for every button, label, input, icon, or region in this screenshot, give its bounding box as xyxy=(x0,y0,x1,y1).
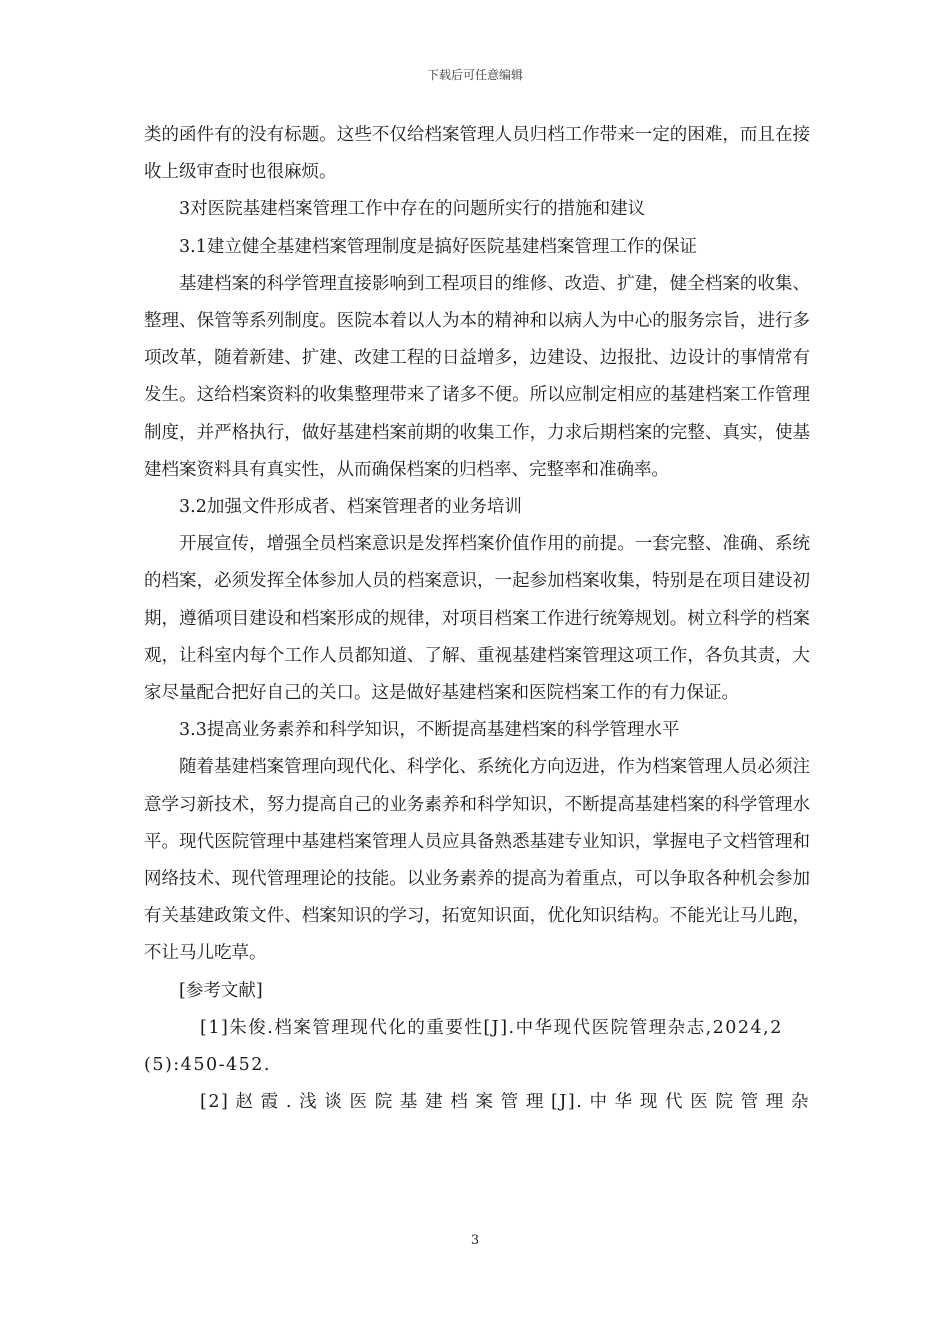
subsection-heading-3-3: 3.3提高业务素养和科学知识，不断提高基建档案的科学管理水平 xyxy=(179,720,680,741)
document-body xyxy=(144,117,810,1121)
page-header: 下载后可任意编辑 xyxy=(426,68,523,82)
section-heading-3: 3对医院基建档案管理工作中存在的问题所实行的措施和建议 xyxy=(179,199,646,220)
references-heading: [参考文献] xyxy=(179,980,263,1001)
paragraph-continued: 类的函件有的没有标题。这些不仅给档案管理人员归档工作带来一定的困难，而且在接收上级审查时也很麻烦。 xyxy=(144,125,810,183)
reference-item-2: [2]赵霞.浅谈医院基建档案管理[J].中华现代医院管理杂 xyxy=(200,1092,810,1113)
subsection-heading-3-2: 3.2加强文件形成者、档案管理者的业务培训 xyxy=(179,497,522,518)
reference-item-1: [1]朱俊.档案管理现代化的重要性[J].中华现代医院管理杂志,2024,2(5):450-452. xyxy=(144,1017,783,1076)
page-number: 3 xyxy=(470,1233,480,1248)
paragraph-3-1-body: 基建档案的科学管理直接影响到工程项目的维修、改造、扩建，健全档案的收集、整理、保管等系列制度。医院本着以人为本的精神和以病人为中心的服务宗旨，进行多项改革，随着新建、扩建、改建工程的日益增多，边建设、边报批、边设计的事情常有发生。这给档案资料的收集整理带来了诸多不便。所以应制定相应的基建档案工作管理制度，并严格执行，做好基建档案前期的收集工作，力求后期档案的完整、真实，使基建档案资料具有真实性，从而确保档案的归档率、完整率和准确率。 xyxy=(144,273,810,480)
paragraph-3-3-body: 随着基建档案管理向现代化、科学化、系统化方向迈进，作为档案管理人员必须注意学习新技术，努力提高自己的业务素养和科学知识，不断提高基建档案的科学管理水平。现代医院管理中基建档案管理人员应具备熟悉基建专业知识，掌握电子文档管理和网络技术、现代管理理论的技能。以业务素养的提高为着重点，可以争取各种机会参加有关基建政策文件、档案知识的学习，拓宽知识面，优化知识结构。不能光让马儿跑，不让马儿吃草。 xyxy=(144,757,810,964)
paragraph-3-2-body: 开展宣传，增强全员档案意识是发挥档案价值作用的前提。一套完整、准确、系统的档案，必须发挥全体参加人员的档案意识，一起参加档案收集，特别是在项目建设初期，遵循项目建设和档案形成的规律，对项目档案工作进行统筹规划。树立科学的档案观，让科室内每个工作人员都知道、了解、重视基建档案管理这项工作，各负其责，大家尽量配合把好自己的关口。这是做好基建档案和医院档案工作的有力保证。 xyxy=(144,534,810,704)
subsection-heading-3-1: 3.1建立健全基建档案管理制度是搞好医院基建档案管理工作的保证 xyxy=(179,236,697,257)
